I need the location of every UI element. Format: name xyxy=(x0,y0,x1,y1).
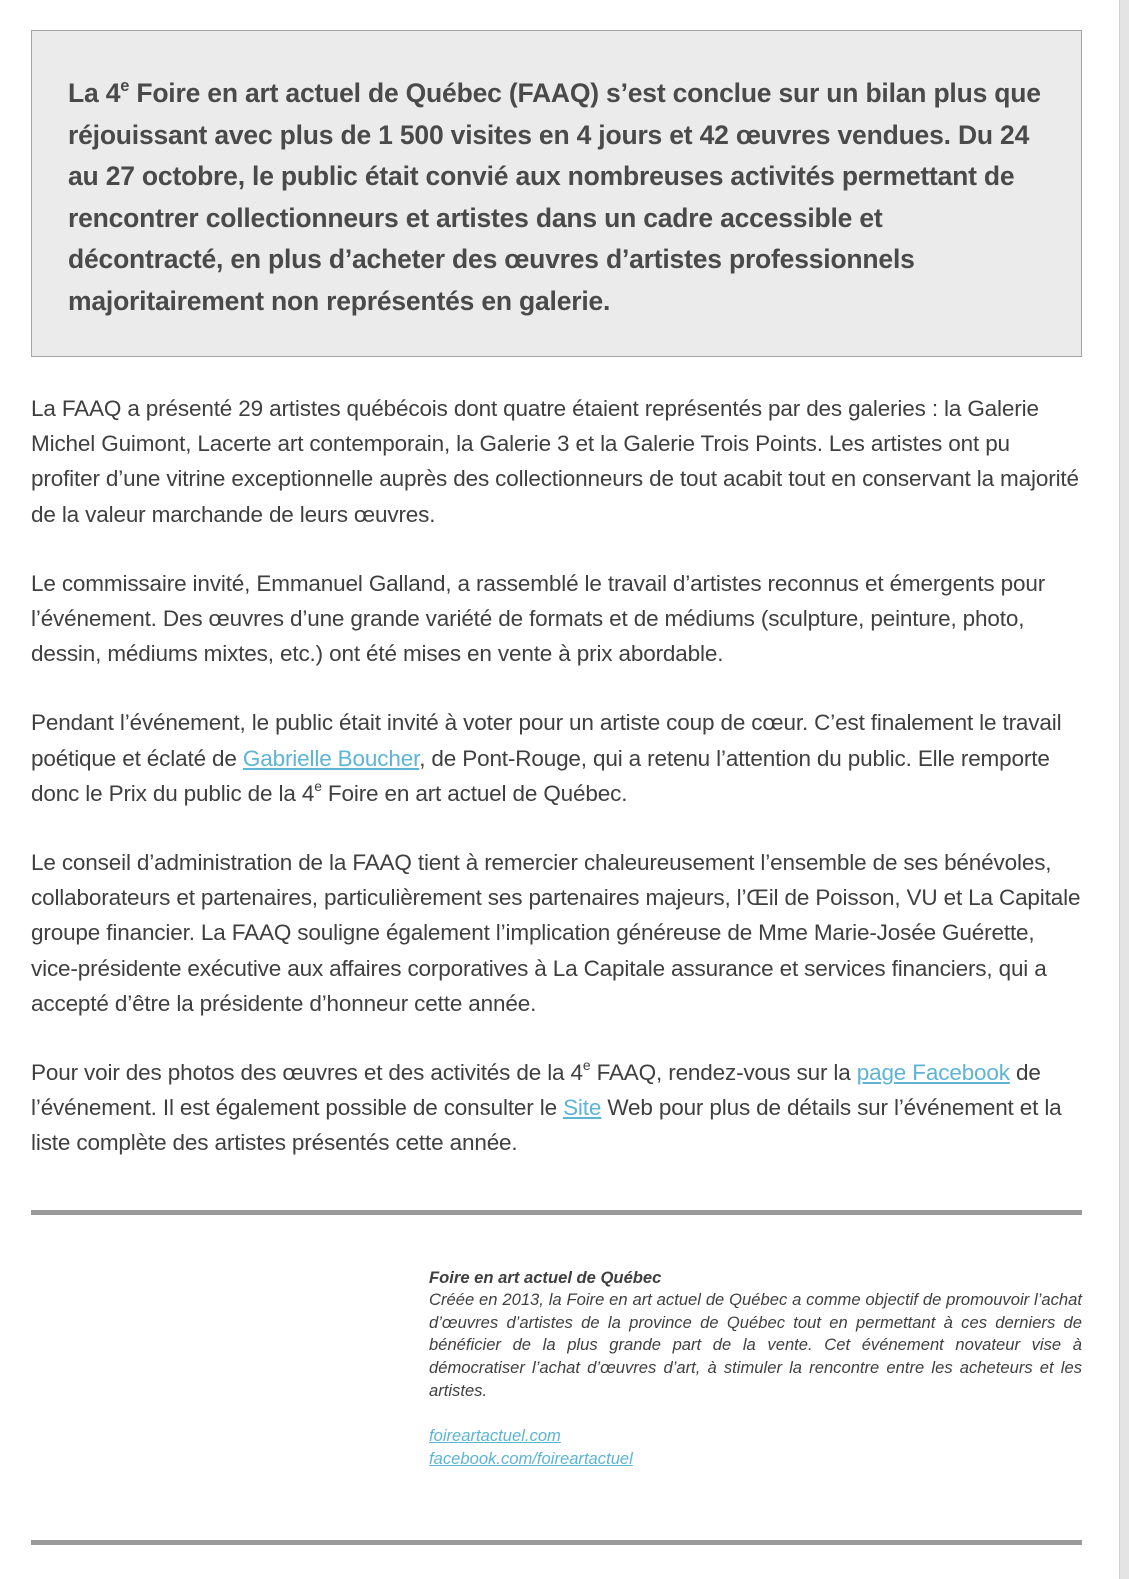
links-ordinal: e xyxy=(582,1057,591,1074)
facebook-page-link[interactable]: page Facebook xyxy=(856,1060,1010,1086)
public-prize-text-end: Foire en art actuel de Québec. xyxy=(321,780,628,806)
gabrielle-boucher-link[interactable]: Gabrielle Boucher xyxy=(242,745,420,771)
divider-bottom xyxy=(31,1540,1082,1545)
footer-site-link[interactable]: foireartactuel.com xyxy=(429,1426,561,1446)
footer-about xyxy=(429,1267,1082,1471)
footer-description: Créée en 2013, la Foire en art actuel de Québec a comme objectif de promouvoir l’achat d’œuvres d’artistes de la province de Québec tout en permettant à ces derniers de bénéficier de la plus grande part de la vente. Cet événement novateur vise à démocratiser l’achat d’œuvres d’art, à stimuler la rencontre entre les acheteurs et les artistes. xyxy=(429,1290,1082,1400)
links-text-start: Pour voir des photos des œuvres et des activités de la 4 xyxy=(31,1060,583,1086)
public-prize-text-mid: , de Pont-Rouge, qui a retenu l’attention du public. Elle remporte donc le Prix du public de la 4 xyxy=(31,745,1050,806)
public-prize-ordinal: e xyxy=(314,777,322,794)
paragraph-artists: La FAAQ a présenté 29 artistes québécois dont quatre étaient représentés par des galeries : la Galerie Michel Guimont, Lacerte art contemporain, la Galerie 3 et la Galerie Trois Points. Les artistes ont pu profiter d’une vitrine exceptionnelle auprès des collectionneurs de tout acabit tout en conservant la majorité de la valeur marchande de leurs œuvres. xyxy=(31,396,1079,527)
website-link[interactable]: Site xyxy=(563,1095,602,1121)
paragraph-curator: Le commissaire invité, Emmanuel Galland, a rassemblé le travail d’artistes reconnus et émergents pour l’événement. Des œuvres d’une grande variété de formats et de médiums (sculpture, peinture, photo, dessin, médiums mixtes, etc.) ont été mises en vente à prix abordable. xyxy=(31,570,1046,667)
intro-text-rest: Foire en art actuel de Québec (FAAQ) s’est conclue sur un bilan plus que réjouissant avec plus de 1 500 visites en 4 jours et 42 œuvres vendues. Du 24 au 27 octobre, le public était convié aux nombreuses activités permettant de rencontrer collectionneurs et artistes dans un cadre accessible et décontracté, en plus d’acheter des œuvres d’artistes professionnels majoritairement non représentés en galerie. xyxy=(68,78,1041,316)
divider-top xyxy=(31,1210,1082,1215)
intro-paragraph xyxy=(68,73,1041,322)
paragraph-thanks: Le conseil d’administration de la FAAQ tient à remercier chaleureusement l’ensemble de ses bénévoles, collaborateurs et partenaires, particulièrement ses partenaires majeurs, l’Œil de Poisson, VU et La Capitale groupe financier. La FAAQ souligne également l’implication généreuse de Mme Marie-Josée Guérette, vice-présidente exécutive aux affaires corporatives à La Capitale assurance et services financiers, qui a accepté d’être la présidente d’honneur cette année. xyxy=(31,850,1081,1016)
scrollbar-track[interactable] xyxy=(1119,0,1129,1579)
intro-text-start: La 4 xyxy=(68,78,121,108)
intro-highlight-box xyxy=(31,30,1082,357)
intro-ordinal: e xyxy=(120,76,130,95)
links-text-mid: FAAQ, rendez-vous sur la xyxy=(590,1060,857,1086)
footer-links xyxy=(429,1425,1082,1470)
paragraph-links xyxy=(31,1055,1082,1161)
links-text-mid2: de l’événement. Il est également possible de consulter le xyxy=(31,1060,1041,1121)
public-prize-text-start: Pendant l’événement, le public était invité à voter pour un artiste coup de cœur. C’est finalement le travail poétique et éclaté de xyxy=(31,710,1062,771)
footer-title: Foire en art actuel de Québec xyxy=(429,1267,662,1287)
footer-facebook-link[interactable]: facebook.com/foireartactuel xyxy=(429,1448,633,1468)
paragraph-public-prize xyxy=(31,705,1082,811)
links-text-end: Web pour plus de détails sur l’événement et la liste complète des artistes présentés cette année. xyxy=(31,1095,1062,1156)
newsletter-content xyxy=(31,30,1082,1470)
